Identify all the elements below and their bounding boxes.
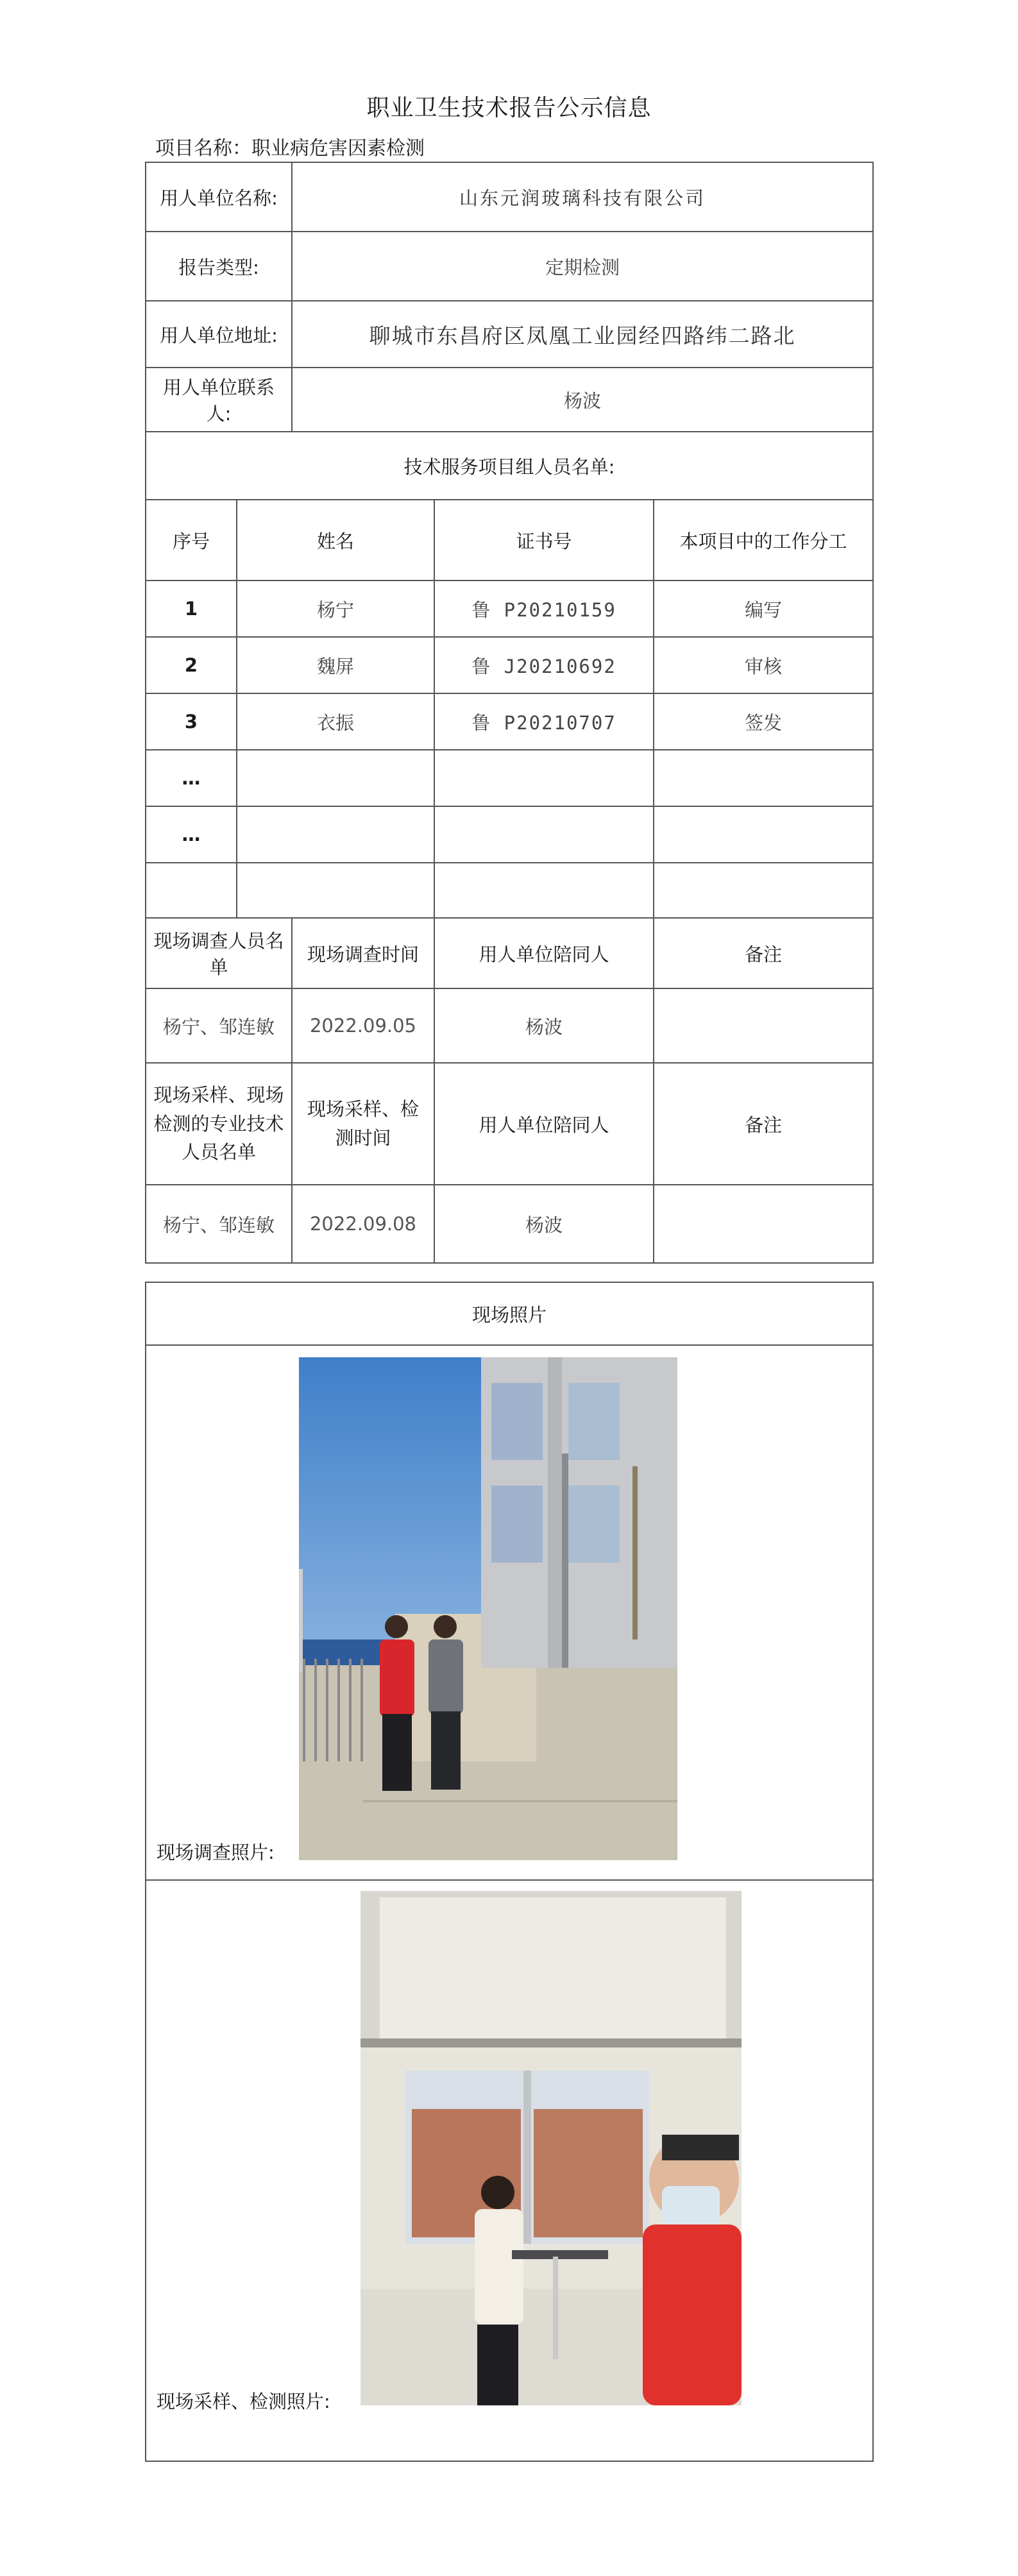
sampling-remark — [654, 1185, 873, 1263]
row-role: 编写 — [654, 580, 873, 637]
sampling-header-remark: 备注 — [654, 1063, 873, 1185]
row-name — [237, 750, 434, 806]
row-cert — [434, 806, 654, 863]
team-title: 技术服务项目组人员名单: — [146, 432, 873, 500]
project-name-line — [155, 132, 425, 160]
report-type-value: 定期检测 — [292, 232, 873, 301]
sampling-header-escort: 用人单位陪同人 — [434, 1063, 654, 1185]
survey-header-time: 现场调查时间 — [292, 918, 434, 988]
sampling-escort: 杨波 — [434, 1185, 654, 1263]
row-cert: 鲁 P20210159 — [434, 580, 654, 637]
survey-staff: 杨宁、邹连敏 — [146, 988, 292, 1063]
table-row — [146, 693, 873, 750]
row-name — [237, 863, 434, 918]
row-no: … — [146, 806, 237, 863]
report-info-table — [145, 162, 874, 1264]
row-role: 签发 — [654, 693, 873, 750]
project-name-value: 职业病危害因素检测 — [251, 137, 425, 160]
row-cert: 鲁 J20210692 — [434, 637, 654, 693]
survey-photo — [299, 1357, 677, 1860]
table-row — [146, 750, 873, 806]
team-header-name: 姓名 — [237, 500, 434, 580]
sampling-header-staff: 现场采样、现场检测的专业技术人员名单 — [146, 1063, 292, 1185]
employer-name-label: 用人单位名称: — [146, 162, 292, 232]
address-value: 聊城市东昌府区凤凰工业园经四路纬二路北 — [292, 301, 873, 368]
sampling-photo — [361, 1891, 742, 2405]
survey-date: 2022.09.05 — [292, 988, 434, 1063]
sampling-header-time: 现场采样、检测时间 — [292, 1063, 434, 1185]
team-header-role: 本项目中的工作分工 — [654, 500, 873, 580]
employer-name-value: 山东元润玻璃科技有限公司 — [292, 162, 873, 232]
contact-value: 杨波 — [292, 368, 873, 432]
sampling-photo-cell — [146, 1880, 873, 2461]
sampling-date: 2022.09.08 — [292, 1185, 434, 1263]
table-row — [146, 863, 873, 918]
row-role — [654, 863, 873, 918]
survey-escort: 杨波 — [434, 988, 654, 1063]
row-cert — [434, 863, 654, 918]
row-name: 衣振 — [237, 693, 434, 750]
row-no — [146, 863, 237, 918]
document-title: 职业卫生技术报告公示信息 — [366, 95, 652, 121]
table-row — [146, 580, 873, 637]
contact-label: 用人单位联系人: — [146, 368, 292, 432]
survey-photo-cell — [146, 1345, 873, 1880]
row-no: 3 — [146, 693, 237, 750]
row-no: 1 — [146, 580, 237, 637]
table-row — [146, 637, 873, 693]
photos-table — [145, 1282, 874, 2462]
survey-header-remark: 备注 — [654, 918, 873, 988]
team-header-cert: 证书号 — [434, 500, 654, 580]
row-name: 魏屏 — [237, 637, 434, 693]
table-row — [146, 806, 873, 863]
sampling-photo-image — [361, 1891, 742, 2405]
survey-header-escort: 用人单位陪同人 — [434, 918, 654, 988]
report-type-label: 报告类型: — [146, 232, 292, 301]
team-header-no: 序号 — [146, 500, 237, 580]
row-no: … — [146, 750, 237, 806]
survey-photo-image — [299, 1357, 677, 1860]
survey-header-staff: 现场调查人员名单 — [146, 918, 292, 988]
project-name-label: 项目名称： — [155, 137, 251, 160]
survey-remark — [654, 988, 873, 1063]
row-role — [654, 806, 873, 863]
row-cert — [434, 750, 654, 806]
address-label: 用人单位地址: — [146, 301, 292, 368]
row-name — [237, 806, 434, 863]
row-name: 杨宁 — [237, 580, 434, 637]
row-role — [654, 750, 873, 806]
sampling-staff: 杨宁、邹连敏 — [146, 1185, 292, 1263]
row-cert: 鲁 P20210707 — [434, 693, 654, 750]
photos-title: 现场照片 — [146, 1282, 873, 1345]
row-role: 审核 — [654, 637, 873, 693]
survey-photo-caption: 现场调查照片: — [157, 1842, 275, 1863]
row-no: 2 — [146, 637, 237, 693]
sampling-photo-caption: 现场采样、检测照片: — [157, 2391, 330, 2412]
